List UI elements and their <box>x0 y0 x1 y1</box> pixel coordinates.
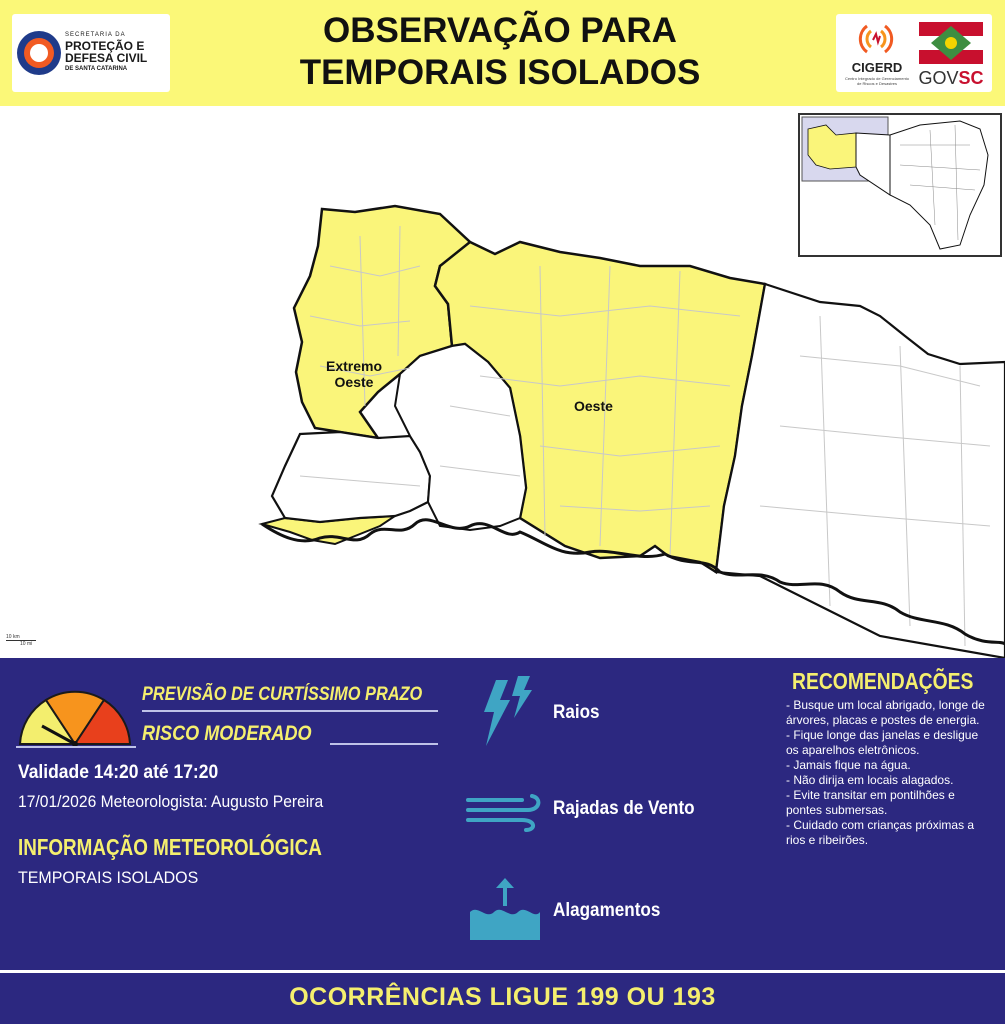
risk-gauge-icon <box>16 686 134 746</box>
white-region-west <box>272 432 430 522</box>
scale-bar: 10 km 10 mi <box>6 634 46 654</box>
hazard-label-alagamentos: Alagamentos <box>553 900 661 921</box>
lightning-icon <box>476 676 536 748</box>
recommendation-item: - Jamais fique na água. <box>786 758 911 772</box>
wind-icon <box>466 790 546 832</box>
defesa-civil-emblem-icon <box>17 31 61 75</box>
risk-level: RISCO MODERADO <box>142 722 312 745</box>
divider-gauge <box>16 746 136 748</box>
recommendation-item: - Evite transitar em pontilhões e pontes submersas. <box>786 788 955 817</box>
logo-line-4: DE SANTA CATARINA <box>65 66 128 72</box>
recommendation-item: - Busque um local abrigado, longe de árvores, placas e postes de energia. <box>786 698 985 727</box>
flood-icon <box>468 876 542 942</box>
recommendation-item: - Cuidado com crianças próximas a rios e ribeirões. <box>786 818 975 847</box>
divider-2 <box>330 743 438 745</box>
govsc-name: GOVSC <box>918 68 984 88</box>
hazard-label-raios: Raios <box>553 702 600 723</box>
hazard-label-rajadas: Rajadas de Vento <box>553 798 695 819</box>
info-title: INFORMAÇÃO METEOROLÓGICA <box>18 834 322 860</box>
state-outline-svg <box>800 115 1000 255</box>
sc-flag-icon <box>919 22 983 64</box>
validity-period: Validade 14:20 até 17:20 <box>18 762 219 783</box>
recommendation-item: - Fique longe das janelas e desligue os aparelhos eletrônicos. <box>786 728 979 757</box>
recommendations-list <box>786 698 992 848</box>
info-text: TEMPORAIS ISOLADOS <box>18 868 199 887</box>
title-line-2: TEMPORAIS ISOLADOS <box>299 53 701 92</box>
divider-1 <box>142 710 438 712</box>
cigerd-logo <box>842 18 912 88</box>
cigerd-name: CIGERD <box>851 60 903 75</box>
logo-line-2: PROTEÇÃO E <box>65 39 145 53</box>
state-inset-map <box>798 113 1002 257</box>
logo-line-1: SECRETARIA DA <box>65 32 126 38</box>
govsc-logo <box>916 18 986 88</box>
logo-line-3: DEFESA CIVIL <box>65 51 148 65</box>
footer-bar <box>0 973 1005 1024</box>
forecast-type: PREVISÃO DE CURTÍSSIMO PRAZO <box>142 684 423 705</box>
title-line-1: OBSERVAÇÃO PARA <box>323 11 677 50</box>
date-meteorologist: 17/01/2026 Meteorologista: Augusto Pereira <box>18 792 324 811</box>
page-title <box>200 10 800 94</box>
region-label-extremo-oeste: Extremo Oeste <box>326 358 383 390</box>
partner-logos <box>836 14 992 92</box>
recommendation-item: - Não dirija em locais alagados. <box>786 773 954 787</box>
signal-icon <box>858 22 894 56</box>
info-panel <box>0 658 1005 970</box>
alert-map <box>0 106 1005 658</box>
defesa-civil-logo <box>12 14 170 92</box>
region-label-oeste: Oeste <box>574 398 613 414</box>
recommendations-title: RECOMENDAÇÕES <box>792 668 974 694</box>
cigerd-subtitle: Centro Integrado de Gerenciamento de Riscos e Desastres <box>844 76 910 86</box>
header-bar <box>0 0 1005 106</box>
emergency-numbers: OCORRÊNCIAS LIGUE 199 OU 193 <box>289 983 716 1011</box>
